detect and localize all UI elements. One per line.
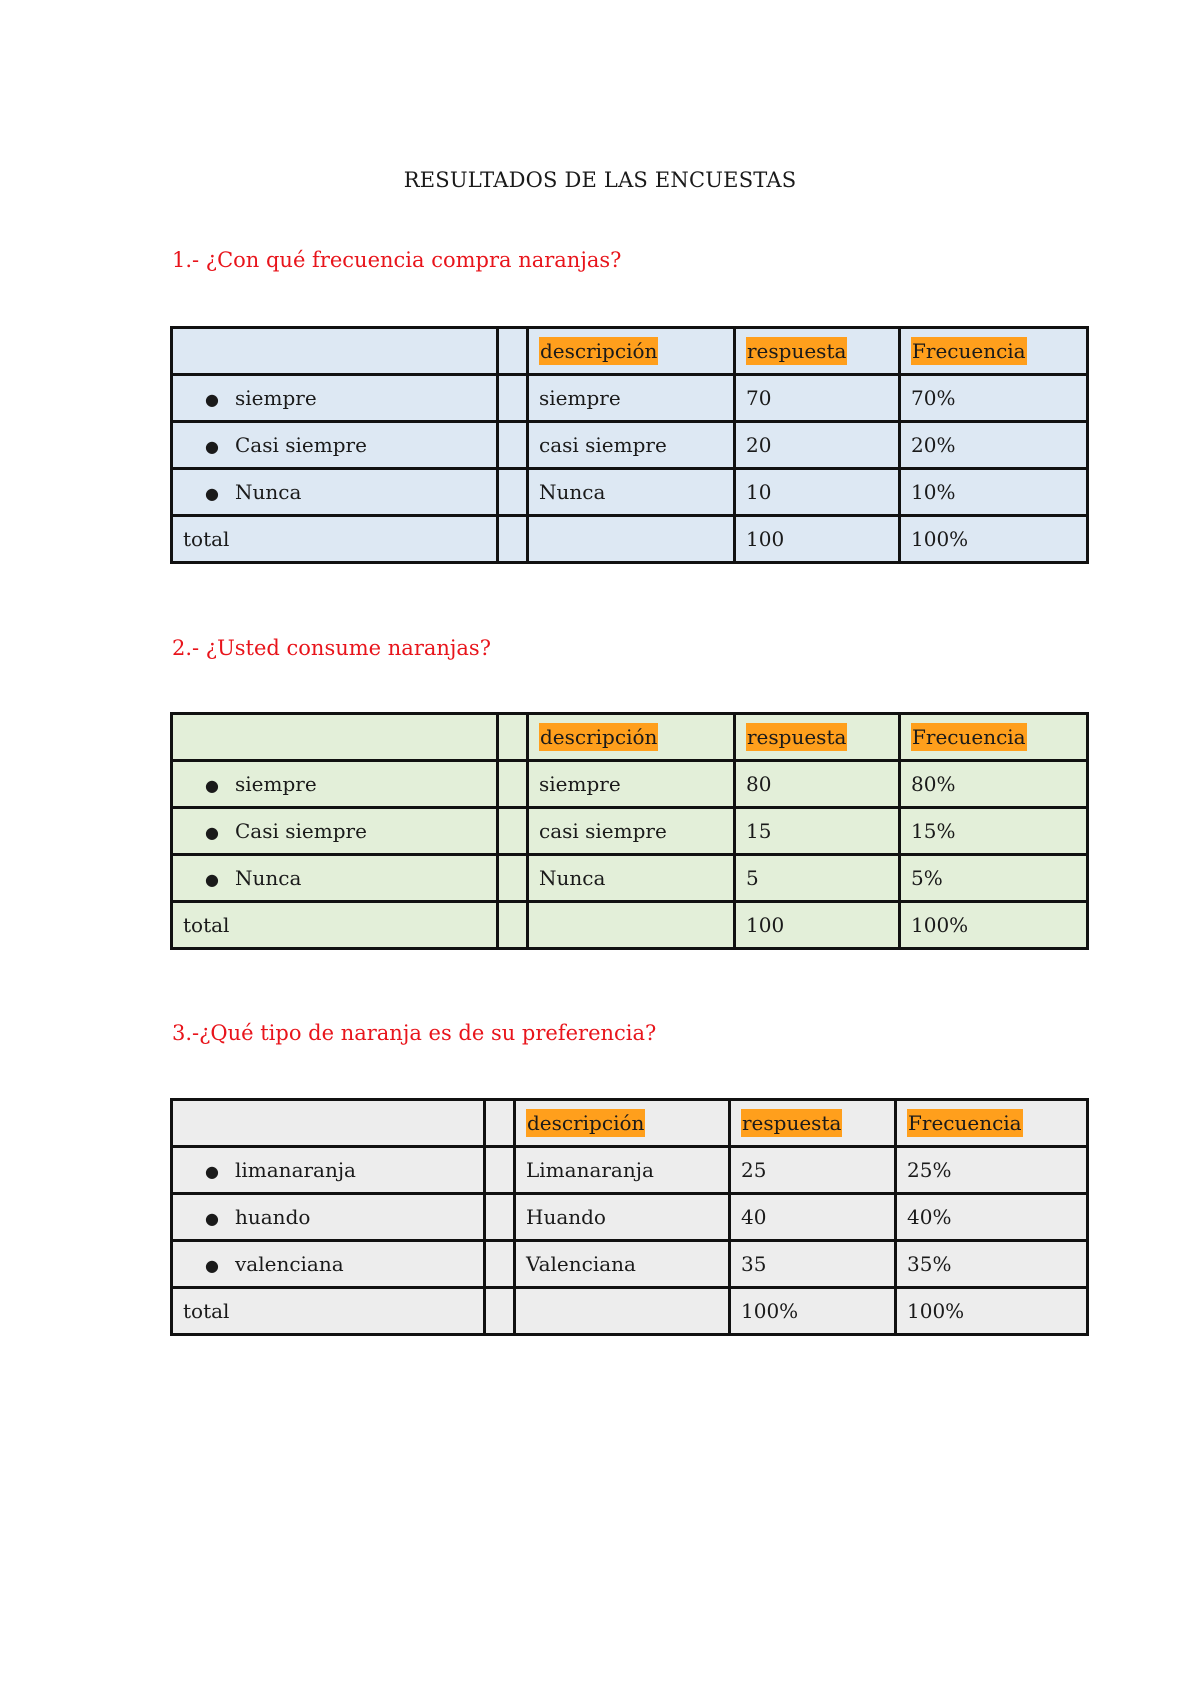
spacer-cell bbox=[485, 1288, 515, 1335]
total-label: total bbox=[172, 1288, 485, 1335]
option-cell bbox=[172, 855, 498, 902]
spacer-cell bbox=[498, 855, 528, 902]
option-cell bbox=[172, 1194, 485, 1241]
spacer-cell bbox=[498, 902, 528, 949]
header-cell bbox=[735, 714, 900, 761]
header-respuesta: respuesta bbox=[742, 1111, 842, 1135]
header-descripcion: descripción bbox=[540, 339, 658, 363]
table-row bbox=[172, 808, 1088, 855]
spacer-cell bbox=[498, 808, 528, 855]
descripcion-cell: siempre bbox=[528, 375, 735, 422]
spacer-cell bbox=[498, 714, 528, 761]
total-label: total bbox=[172, 902, 498, 949]
respuesta-cell: 15 bbox=[735, 808, 900, 855]
option-label: huando bbox=[235, 1205, 311, 1229]
table-row bbox=[172, 422, 1088, 469]
option-cell bbox=[172, 1241, 485, 1288]
survey-table-1 bbox=[170, 326, 1089, 564]
bullet-icon: ● bbox=[205, 870, 219, 889]
respuesta-cell: 25 bbox=[730, 1147, 896, 1194]
descripcion-cell: casi siempre bbox=[528, 808, 735, 855]
header-empty-cell bbox=[172, 328, 498, 375]
frecuencia-cell: 70% bbox=[900, 375, 1088, 422]
table-header-row bbox=[172, 1100, 1088, 1147]
respuesta-cell: 5 bbox=[735, 855, 900, 902]
total-respuesta: 100 bbox=[735, 902, 900, 949]
bullet-icon: ● bbox=[205, 823, 219, 842]
page-title: RESULTADOS DE LAS ENCUESTAS bbox=[403, 168, 797, 192]
bullet-icon: ● bbox=[205, 484, 219, 503]
header-respuesta: respuesta bbox=[747, 725, 847, 749]
header-cell bbox=[528, 714, 735, 761]
total-row bbox=[172, 516, 1088, 563]
table-row bbox=[172, 855, 1088, 902]
total-respuesta: 100 bbox=[735, 516, 900, 563]
survey-table-2 bbox=[170, 712, 1089, 950]
bullet-icon: ● bbox=[205, 1162, 219, 1181]
header-descripcion: descripción bbox=[540, 725, 658, 749]
frecuencia-cell: 25% bbox=[896, 1147, 1088, 1194]
respuesta-cell: 20 bbox=[735, 422, 900, 469]
question-3-title: 3.-¿Qué tipo de naranja es de su preferencia? bbox=[172, 1021, 657, 1045]
descripcion-cell: Limanaranja bbox=[515, 1147, 730, 1194]
spacer-cell bbox=[498, 761, 528, 808]
option-cell bbox=[172, 808, 498, 855]
respuesta-cell: 10 bbox=[735, 469, 900, 516]
header-frecuencia: Frecuencia bbox=[912, 339, 1026, 363]
option-cell bbox=[172, 1147, 485, 1194]
header-empty-cell bbox=[172, 1100, 485, 1147]
frecuencia-cell: 80% bbox=[900, 761, 1088, 808]
spacer-cell bbox=[498, 469, 528, 516]
descripcion-cell: Nunca bbox=[528, 855, 735, 902]
option-label: valenciana bbox=[235, 1252, 344, 1276]
option-label: siempre bbox=[235, 772, 317, 796]
header-cell bbox=[735, 328, 900, 375]
descripcion-cell bbox=[515, 1288, 730, 1335]
question-1-title: 1.- ¿Con qué frecuencia compra naranjas? bbox=[172, 248, 622, 272]
bullet-icon: ● bbox=[205, 1209, 219, 1228]
survey-table-3 bbox=[170, 1098, 1089, 1336]
question-2-title: 2.- ¿Usted consume naranjas? bbox=[172, 636, 491, 660]
total-frecuencia: 100% bbox=[896, 1288, 1088, 1335]
descripcion-cell: Valenciana bbox=[515, 1241, 730, 1288]
respuesta-cell: 40 bbox=[730, 1194, 896, 1241]
option-cell bbox=[172, 761, 498, 808]
spacer-cell bbox=[498, 328, 528, 375]
option-cell bbox=[172, 422, 498, 469]
option-cell bbox=[172, 375, 498, 422]
descripcion-cell: siempre bbox=[528, 761, 735, 808]
table-row bbox=[172, 1194, 1088, 1241]
bullet-icon: ● bbox=[205, 437, 219, 456]
header-cell bbox=[900, 714, 1088, 761]
spacer-cell bbox=[498, 516, 528, 563]
option-label: Nunca bbox=[235, 480, 302, 504]
bullet-icon: ● bbox=[205, 776, 219, 795]
total-row bbox=[172, 902, 1088, 949]
bullet-icon: ● bbox=[205, 1256, 219, 1275]
spacer-cell bbox=[498, 375, 528, 422]
spacer-cell bbox=[485, 1241, 515, 1288]
option-label: Casi siempre bbox=[235, 819, 367, 843]
table-row bbox=[172, 1147, 1088, 1194]
respuesta-cell: 80 bbox=[735, 761, 900, 808]
frecuencia-cell: 5% bbox=[900, 855, 1088, 902]
descripcion-cell bbox=[528, 902, 735, 949]
option-cell bbox=[172, 469, 498, 516]
option-label: Nunca bbox=[235, 866, 302, 890]
header-empty-cell bbox=[172, 714, 498, 761]
table-header-row bbox=[172, 714, 1088, 761]
frecuencia-cell: 10% bbox=[900, 469, 1088, 516]
descripcion-cell: casi siempre bbox=[528, 422, 735, 469]
header-cell bbox=[896, 1100, 1088, 1147]
spacer-cell bbox=[485, 1100, 515, 1147]
option-label: Casi siempre bbox=[235, 433, 367, 457]
frecuencia-cell: 40% bbox=[896, 1194, 1088, 1241]
header-cell bbox=[900, 328, 1088, 375]
header-respuesta: respuesta bbox=[747, 339, 847, 363]
header-cell bbox=[528, 328, 735, 375]
respuesta-cell: 35 bbox=[730, 1241, 896, 1288]
table-row bbox=[172, 375, 1088, 422]
total-frecuencia: 100% bbox=[900, 516, 1088, 563]
frecuencia-cell: 35% bbox=[896, 1241, 1088, 1288]
header-frecuencia: Frecuencia bbox=[908, 1111, 1022, 1135]
frecuencia-cell: 20% bbox=[900, 422, 1088, 469]
spacer-cell bbox=[485, 1194, 515, 1241]
frecuencia-cell: 15% bbox=[900, 808, 1088, 855]
respuesta-cell: 70 bbox=[735, 375, 900, 422]
table-header-row bbox=[172, 328, 1088, 375]
descripcion-cell: Nunca bbox=[528, 469, 735, 516]
option-label: limanaranja bbox=[235, 1158, 356, 1182]
spacer-cell bbox=[485, 1147, 515, 1194]
header-cell bbox=[730, 1100, 896, 1147]
table-row bbox=[172, 469, 1088, 516]
header-cell bbox=[515, 1100, 730, 1147]
descripcion-cell: Huando bbox=[515, 1194, 730, 1241]
spacer-cell bbox=[498, 422, 528, 469]
option-label: siempre bbox=[235, 386, 317, 410]
header-frecuencia: Frecuencia bbox=[912, 725, 1026, 749]
total-label: total bbox=[172, 516, 498, 563]
header-descripcion: descripción bbox=[527, 1111, 645, 1135]
table-row bbox=[172, 1241, 1088, 1288]
total-frecuencia: 100% bbox=[900, 902, 1088, 949]
table-row bbox=[172, 761, 1088, 808]
bullet-icon: ● bbox=[205, 390, 219, 409]
total-row bbox=[172, 1288, 1088, 1335]
descripcion-cell bbox=[528, 516, 735, 563]
total-respuesta: 100% bbox=[730, 1288, 896, 1335]
